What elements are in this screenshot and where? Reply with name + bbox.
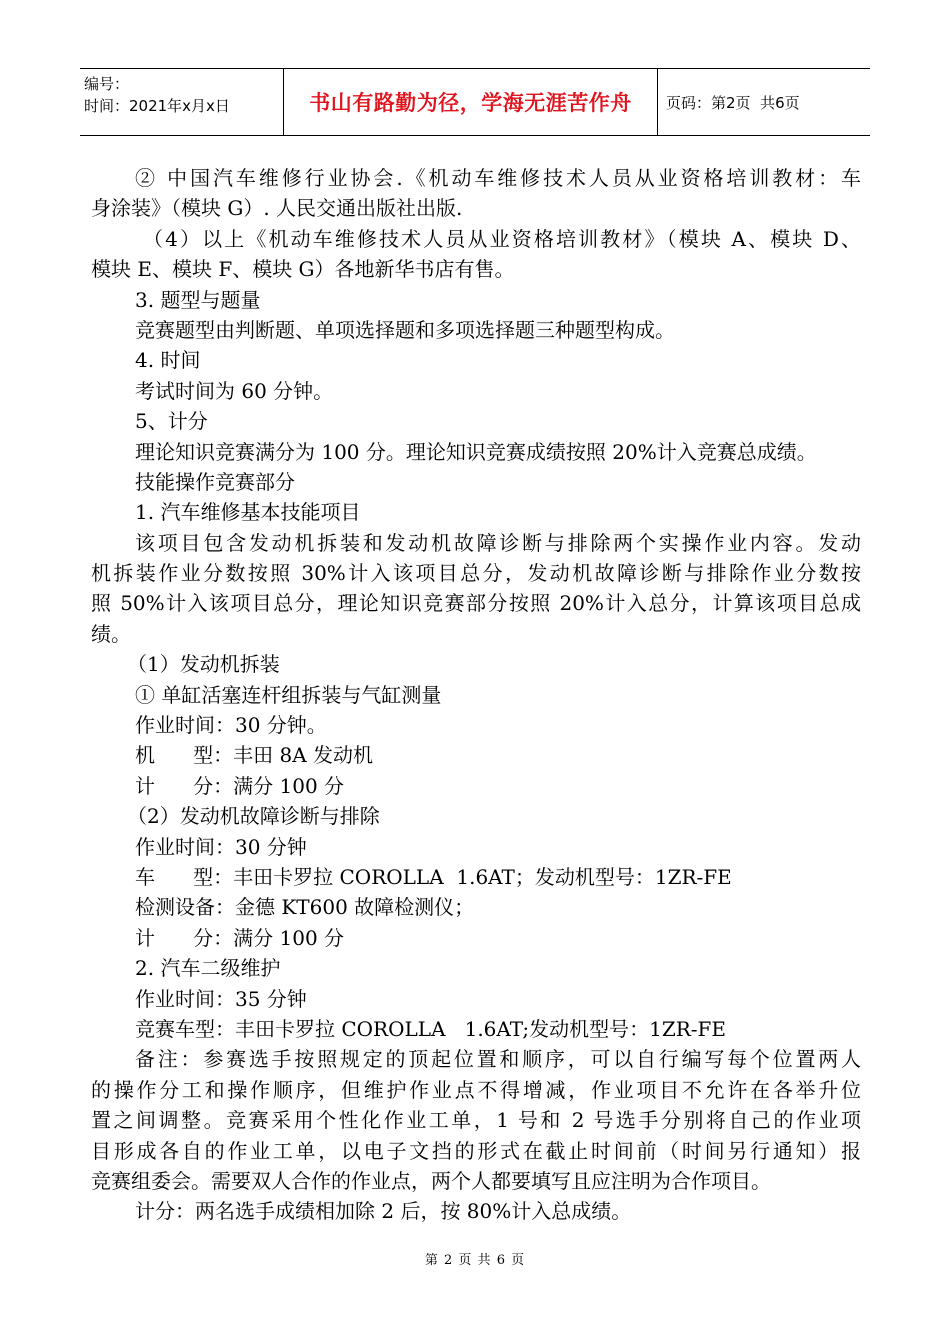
body-line: ① 单缸活塞连杆组拆装与气缸测量 [135,682,442,707]
header-meta [80,69,284,135]
body-line: 检测设备：金德 KT600 故障检测仪； [135,895,475,920]
body-line: 5、计分 [135,409,208,434]
document-body [91,163,861,1227]
body-line: （4）以上《机动车维修技术人员从业资格培训教材》（模块 A、模块 D、 [143,226,861,251]
body-line: 技能操作竞赛部分 [135,469,295,494]
header-time-label: 时间：2021年x月x日 [84,97,230,115]
body-line: 计 分：满分 100 分 [135,925,345,950]
body-line: 4. 时间 [135,348,201,373]
body-line: （2）发动机故障诊断与排除 [127,804,380,829]
body-line: 身涂装》（模块 G）. 人民交通出版社出版. [91,196,463,221]
body-line: 目形成各自的作业工单，以电子文挡的形式在截止时间前（时间另行通知）报 [91,1138,861,1163]
body-line: 作业时间：30 分钟。 [135,713,327,738]
body-line: 机拆装作业分数按照 30%计入该项目总分，发动机故障诊断与排除作业分数按 [91,561,861,586]
header-page-code: 页码：第2页 共6页 [666,93,800,112]
body-line: 计 分：满分 100 分 [135,773,345,798]
footer-page-info: 第 2 页 共 6 页 [424,1253,526,1268]
body-line: 计分：两名选手成绩相加除 2 后，按 80%计入总成绩。 [135,1199,632,1224]
body-line: 理论知识竞赛满分为 100 分。理论知识竞赛成绩按照 20%计入竞赛总成绩。 [135,439,817,464]
body-line: ② 中国汽车维修行业协会.《机动车维修技术人员从业资格培训教材：车 [135,166,861,190]
body-line: 作业时间：35 分钟 [135,986,307,1011]
page-header [80,68,870,136]
body-line: 机 型：丰田 8A 发动机 [135,743,374,768]
page-footer [0,1249,950,1268]
body-line: 考试时间为 60 分钟。 [135,378,334,403]
body-line: 竞赛题型由判断题、单项选择题和多项选择题三种题型构成。 [135,317,675,342]
body-line: （1）发动机拆装 [127,652,280,677]
body-line: 置之间调整。竞赛采用个性化作业工单，1 号和 2 号选手分别将自己的作业项 [91,1108,861,1133]
body-line: 备注：参赛选手按照规定的顶起位置和顺序，可以自行编写每个位置两人 [135,1047,861,1072]
body-line: 绩。 [91,621,131,646]
header-motto: 书山有路勤为径，学海无涯苦作舟 [284,69,658,135]
body-line: 车 型：丰田卡罗拉 COROLLA 1.6AT；发动机型号：1ZR-FE [135,864,732,889]
body-line: 照 50%计入该项目总分，理论知识竞赛部分按照 20%计入总分，计算该项目总成 [91,591,861,616]
body-line: 模块 E、模块 F、模块 G）各地新华书店有售。 [91,257,515,282]
body-line: 竞赛车型：丰田卡罗拉 COROLLA 1.6AT;发动机型号：1ZR-FE [135,1016,727,1041]
body-line: 作业时间：30 分钟 [135,834,307,859]
header-page-code-cell [658,69,870,135]
body-line: 3. 题型与题量 [135,287,261,312]
header-number-label: 编号： [84,75,130,93]
body-line: 2. 汽车二级维护 [135,956,281,981]
body-line: 该项目包含发动机拆装和发动机故障诊断与排除两个实操作业内容。发动 [135,530,861,555]
body-line: 竞赛组委会。需要双人合作的作业点，两个人都要填写且应注明为合作项目。 [91,1168,771,1193]
body-line: 1. 汽车维修基本技能项目 [135,500,361,525]
body-line: 的操作分工和操作顺序，但维护作业点不得增减，作业项目不允许在各举升位 [91,1077,861,1102]
